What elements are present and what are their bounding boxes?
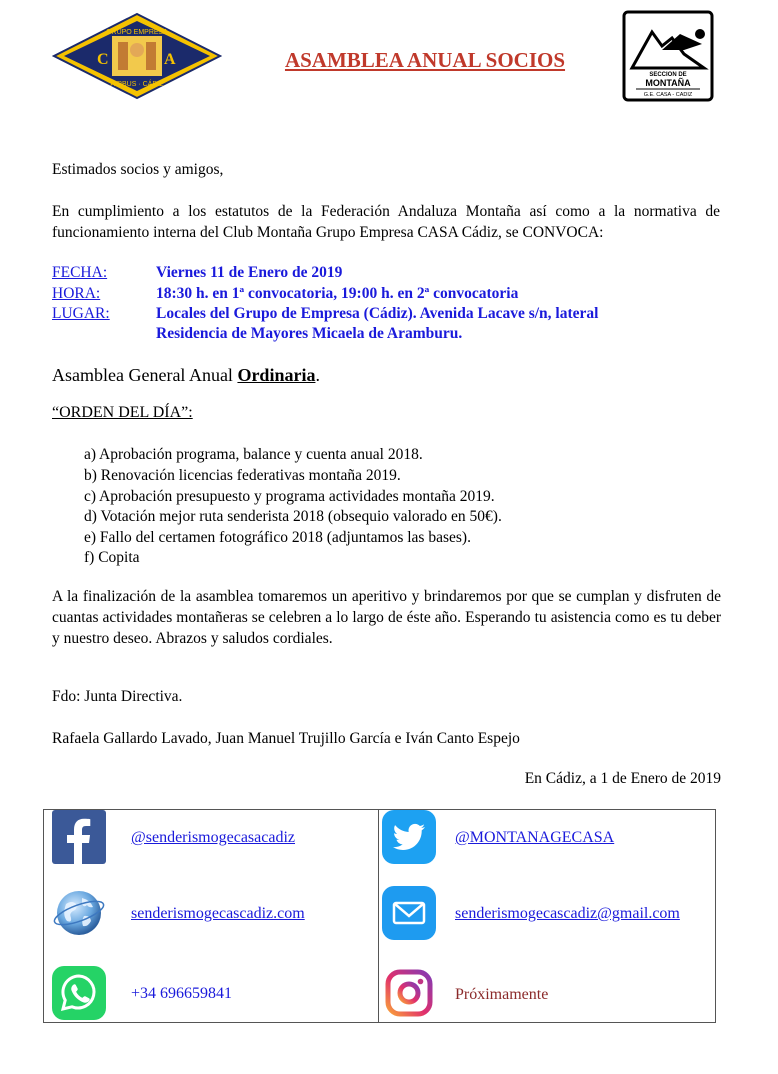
assembly-prefix: Asamblea General Anual [52, 365, 238, 385]
agenda-item: b) Renovación licencias federativas montaña 2019. [84, 467, 401, 484]
lugar-value-line-1: Locales del Grupo de Empresa (Cádiz). Avenida Lacave s/n, lateral [156, 305, 599, 322]
svg-text:SECCION DE: SECCION DE [649, 72, 687, 78]
svg-text:AIRBUS · CÁDIZ: AIRBUS · CÁDIZ [110, 81, 164, 88]
svg-text:G.E. CASA - CADIZ: G.E. CASA - CADIZ [643, 92, 693, 98]
agenda-title: “ORDEN DEL DÍA”: [52, 404, 193, 421]
whatsapp-icon [52, 966, 106, 1020]
hora-label: HORA: [52, 285, 101, 302]
website-link[interactable]: senderismogecascadiz.com [131, 905, 305, 922]
lugar-label: LUGAR: [52, 305, 110, 322]
twitter-link[interactable]: @MONTANAGECASA [455, 829, 615, 846]
grupo-empresa-casa-logo [52, 12, 222, 100]
greeting: Estimados socios y amigos, [52, 161, 224, 178]
assembly-emphasis: Ordinaria [237, 365, 316, 385]
email-icon [382, 886, 436, 940]
fecha-value: Viernes 11 de Enero de 2019 [156, 264, 343, 281]
agenda-item: c) Aprobación presupuesto y programa actividades montaña 2019. [84, 488, 495, 505]
intro-paragraph: En cumplimiento a los estatutos de la Federación Andaluza Montaña así como a la normativa de funcionamiento interna del Club Montaña Grupo Empresa CASA Cádiz, se CONVOCA: [52, 203, 720, 241]
globe-icon [52, 886, 106, 940]
agenda-item: f) Copita [84, 549, 140, 566]
dateline: En Cádiz, a 1 de Enero de 2019 [524, 770, 721, 787]
svg-text:A: A [164, 51, 176, 68]
closing-paragraph: A la finalización de la asamblea tomaremos un aperitivo y brindaremos por que se cumplan y disfruten de cuantas actividades montañeras se celebren a lo largo de éste año. Esperando tu asistencia como es tu deber y nuestro deseo. Abrazos y saludos cordiales. [52, 588, 721, 647]
instagram-status: Próximamente [455, 986, 549, 1003]
facebook-icon [52, 810, 106, 864]
document-title: ASAMBLEA ANUAL SOCIOS [284, 48, 566, 72]
assembly-heading [52, 365, 320, 386]
seccion-montana-logo [622, 10, 714, 102]
contacts-divider [378, 809, 379, 1023]
twitter-icon [382, 810, 436, 864]
svg-text:C: C [97, 51, 109, 68]
instagram-icon [382, 966, 436, 1020]
board-names: Rafaela Gallardo Lavado, Juan Manuel Trujillo García e Iván Canto Espejo [52, 730, 520, 747]
svg-text:GRUPO EMPRESA: GRUPO EMPRESA [106, 29, 168, 36]
fecha-label: FECHA: [52, 264, 108, 281]
lugar-value-line-2: Residencia de Mayores Micaela de Aramburu. [156, 325, 463, 342]
agenda-item: d) Votación mejor ruta senderista 2018 (obsequio valorado en 50€). [84, 508, 502, 525]
email-link[interactable]: senderismogecascadiz@gmail.com [455, 905, 680, 922]
whatsapp-number: +34 696659841 [131, 985, 233, 1002]
svg-text:MONTAÑA: MONTAÑA [645, 78, 691, 88]
facebook-link[interactable]: @senderismogecasacadiz [131, 829, 295, 846]
assembly-suffix: . [315, 365, 320, 385]
agenda-item: a) Aprobación programa, balance y cuenta anual 2018. [84, 446, 423, 463]
hora-value: 18:30 h. en 1ª convocatoria, 19:00 h. en 2ª convocatoria [156, 285, 519, 302]
signature: Fdo: Junta Directiva. [52, 688, 183, 705]
agenda-item: e) Fallo del certamen fotográfico 2018 (adjuntamos las bases). [84, 529, 471, 546]
